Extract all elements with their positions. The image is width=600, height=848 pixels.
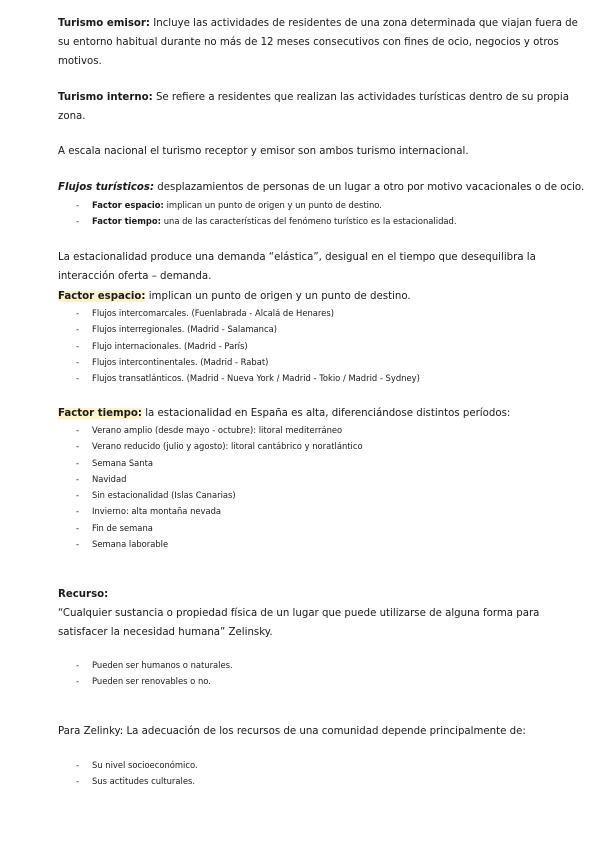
term-factor-espacio-highlight: Factor espacio: xyxy=(58,291,146,302)
paragraph-recurso xyxy=(58,585,588,642)
list-item: - Flujo internacionales. (Madrid - París) xyxy=(58,338,578,354)
paragraph-factor-espacio xyxy=(58,287,588,306)
list-item: - Verano reducido (julio y agosto): litoral cantábrico y noratlántico xyxy=(58,438,578,454)
paragraph-factor-tiempo xyxy=(58,404,588,423)
recurso-list xyxy=(58,657,578,690)
text-turismo-emisor: Incluye las actividades de residentes de una zona determinada que viajan fuera de su entorno habitual durante no más de 12 meses consecutivos con fines de ocio, negocios y otros motivos. xyxy=(58,18,578,67)
list-item: - Invierno: alta montaña nevada xyxy=(58,503,578,519)
paragraph-turismo-interno xyxy=(58,88,588,126)
zelinky-list xyxy=(58,757,578,790)
text-recurso: “Cualquier sustancia o propiedad física de un lugar que puede utilizarse de alguna forma para satisfacer la necesidad humana” Zelinsky. xyxy=(58,608,540,638)
list-item: - Semana laborable xyxy=(58,536,578,552)
tiempo-list xyxy=(58,422,578,552)
list-item: - Flujos transatlánticos. (Madrid - Nueva York / Madrid - Tokio / Madrid - Sydney) xyxy=(58,370,578,386)
term-turismo-interno: Turismo interno: xyxy=(58,92,153,103)
list-item: - Navidad xyxy=(58,471,578,487)
paragraph-escala-nacional xyxy=(58,142,588,161)
list-item: - Pueden ser renovables o no. xyxy=(58,673,578,689)
list-item: - Su nivel socioeconómico. xyxy=(58,757,578,773)
list-item-text: implican un punto de origen y un punto de destino. xyxy=(166,200,382,210)
term-factor-tiempo-highlight: Factor tiempo: xyxy=(58,408,142,419)
text-factor-tiempo: la estacionalidad en España es alta, diferenciándose distintos períodos: xyxy=(145,408,511,419)
list-item xyxy=(58,197,578,213)
paragraph-turismo-emisor xyxy=(58,14,588,71)
list-item: - Flujos interregionales. (Madrid - Salamanca) xyxy=(58,321,578,337)
text-escala-nacional: A escala nacional el turismo receptor y emisor son ambos turismo internacional. xyxy=(58,146,469,157)
list-item: - Flujos intercomarcales. (Fuenlabrada - Alcalá de Henares) xyxy=(58,305,578,321)
term-factor-tiempo: Factor tiempo: xyxy=(92,216,162,227)
paragraph-zelinky xyxy=(58,722,588,741)
list-item: - Flujos intercontinentales. (Madrid - Rabat) xyxy=(58,354,578,370)
list-item: - Semana Santa xyxy=(58,455,578,471)
text-turismo-interno: Se refiere a residentes que realizan las actividades turísticas dentro de su propia zona. xyxy=(58,92,569,122)
list-item: - Sus actitudes culturales. xyxy=(58,773,578,789)
paragraph-estacionalidad xyxy=(58,248,588,286)
list-item: - Pueden ser humanos o naturales. xyxy=(58,657,578,673)
paragraph-flujos-turisticos xyxy=(58,178,588,197)
text-flujos-turisticos: desplazamientos de personas de un lugar a otro por motivo vacacionales o de ocio. xyxy=(157,182,585,193)
text-estacionalidad: La estacionalidad produce una demanda “elástica”, desigual en el tiempo que desequilibra la interacción oferta – demanda. xyxy=(58,252,536,282)
term-flujos-turisticos: Flujos turísticos: xyxy=(58,182,155,193)
term-turismo-emisor: Turismo emisor: xyxy=(58,18,150,29)
term-recurso: Recurso: xyxy=(58,589,109,600)
flujos-list xyxy=(58,197,578,230)
text-factor-espacio: implican un punto de origen y un punto de destino. xyxy=(148,291,411,302)
term-factor-espacio: Factor espacio: xyxy=(92,200,164,210)
list-item: - Sin estacionalidad (Islas Canarias) xyxy=(58,487,578,503)
list-item: - Verano amplio (desde mayo - octubre): litoral mediterráneo xyxy=(58,422,578,438)
list-item-text: una de las características del fenómeno turístico es la estacionalidad. xyxy=(163,216,457,227)
espacio-list xyxy=(58,305,578,386)
list-item xyxy=(58,213,578,229)
text-zelinky: Para Zelinky: La adecuación de los recursos de una comunidad depende principalmente de: xyxy=(58,726,526,737)
list-item: - Fin de semana xyxy=(58,520,578,536)
